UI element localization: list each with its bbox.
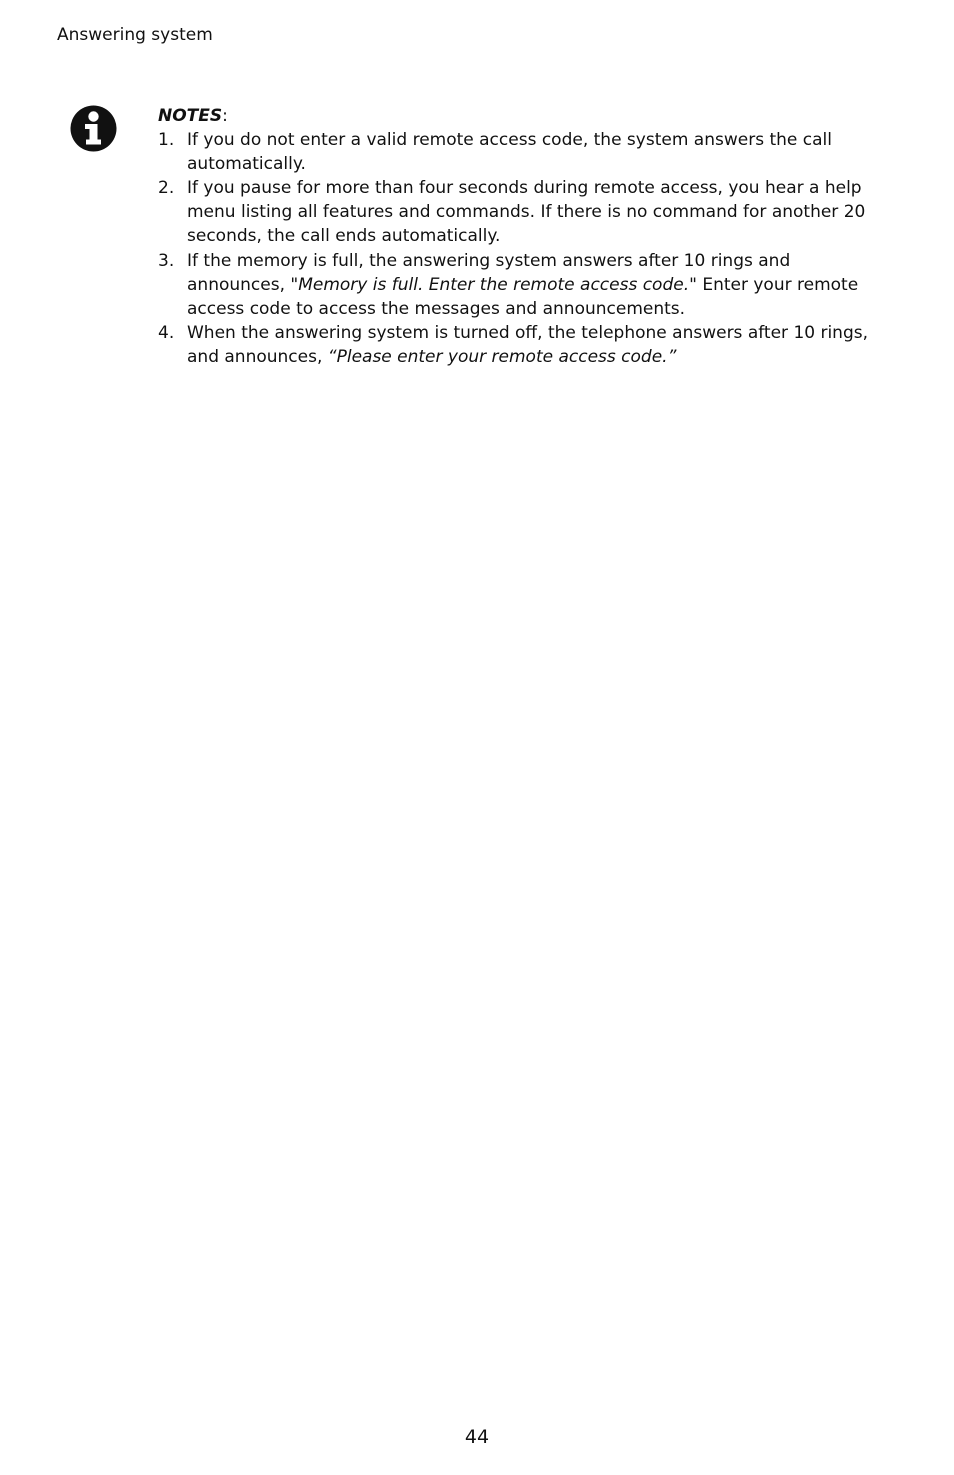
info-icon: [70, 105, 117, 152]
note-quote: "Memory is full. Enter the remote access code.": [290, 274, 697, 295]
note-text-before: When the answering system is turned off, the telephone answers after 10 rings, and announces,: [187, 322, 869, 367]
note-item-3: [158, 249, 893, 321]
notes-list: [158, 128, 893, 369]
note-text-before: If the memory is full, the answering system answers after 10 rings and announces,: [187, 250, 791, 295]
notes-heading-colon: :: [222, 106, 228, 126]
notes-heading-label: NOTES: [158, 106, 223, 126]
note-number: 3.: [158, 250, 175, 271]
note-item-1: [158, 128, 893, 176]
note-number: 1.: [158, 130, 175, 151]
running-header: Answering system: [57, 25, 213, 45]
notes-heading: [158, 104, 893, 128]
notes-block: [158, 104, 893, 369]
note-text: If you do not enter a valid remote access code, the system answers the call automatically.: [187, 130, 832, 175]
note-item-2: [158, 176, 893, 248]
note-item-4: [158, 321, 893, 369]
note-quote: “Please enter your remote access code.”: [327, 346, 677, 367]
note-text: If you pause for more than four seconds during remote access, you hear a help menu listing all features and commands. If there is no command for another 20 seconds, the call ends automatically.: [187, 178, 866, 247]
note-number: 4.: [158, 322, 175, 343]
note-text-after: Enter your remote access code to access the messages and announcements.: [187, 274, 859, 319]
page-number: 44: [464, 1426, 490, 1448]
note-number: 2.: [158, 178, 175, 199]
